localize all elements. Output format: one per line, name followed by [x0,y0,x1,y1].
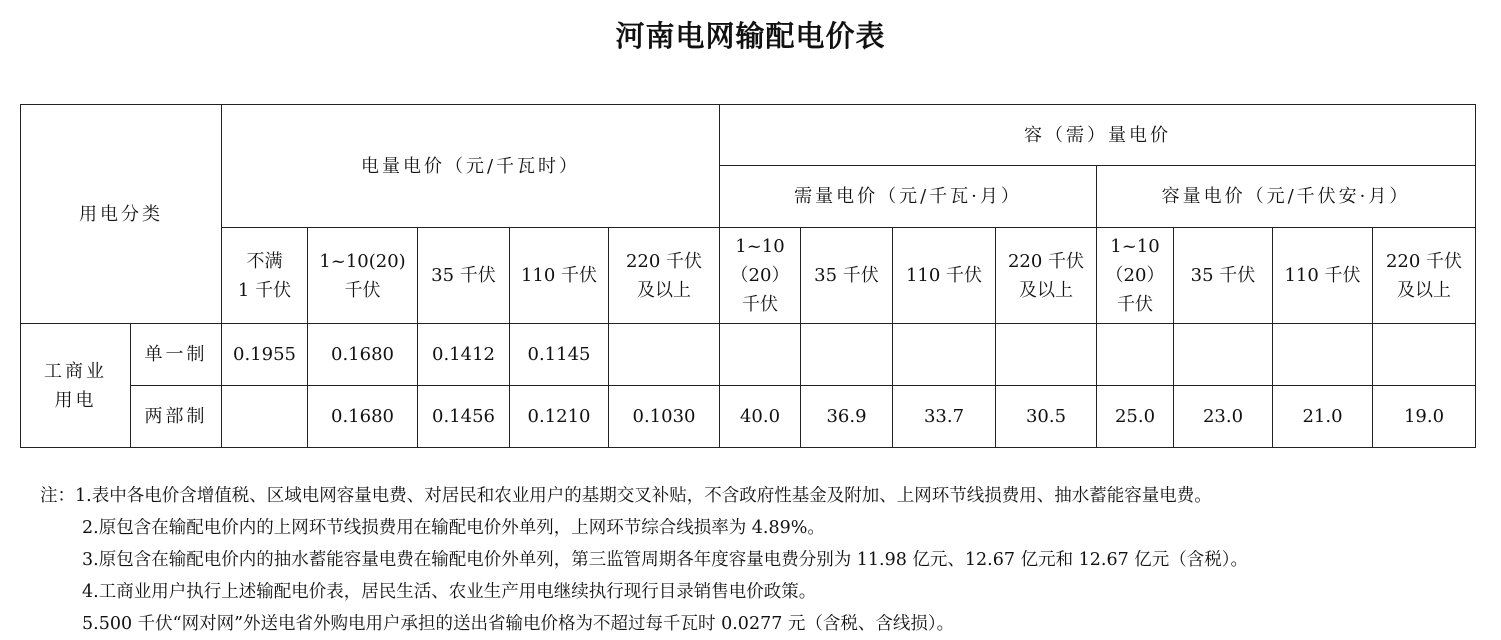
energy-price-header: 电量电价（元/千瓦时） [222,105,720,228]
capacity-price-cell: 21.0 [1273,386,1373,448]
group-label: 工商业 用电 [21,324,131,448]
demand-level-header: 220 千伏 及以上 [996,228,1097,324]
energy-price-cell: 0.1456 [418,386,510,448]
demand-price-cell [996,324,1097,386]
capacity-price-cell [1174,324,1273,386]
note-line: 2.原包含在输配电价内的上网环节线损费用在输配电价外单列，上网环节综合线损率为 4.89%。 [82,518,825,538]
demand-level-header: 110 千伏 [893,228,996,324]
demand-level-header: 35 千伏 [801,228,893,324]
page-title: 河南电网输配电价表 [615,19,886,53]
row-label: 单一制 [131,324,222,386]
demand-price-header: 需量电价（元/千瓦·月） [720,166,1097,228]
capacity-price-cell: 25.0 [1097,386,1174,448]
demand-price-cell [801,324,893,386]
demand-price-cell [893,324,996,386]
capacity-sub-header: 容量电价（元/千伏安·月） [1097,166,1476,228]
energy-level-header: 110 千伏 [510,228,609,324]
capacity-level-header: 110 千伏 [1273,228,1373,324]
energy-price-cell: 0.1412 [418,324,510,386]
row-label: 两部制 [131,386,222,448]
capacity-price-header: 容（需）量电价 [720,105,1476,166]
note-line: 4.工商业用户执行上述输配电价表，居民生活、农业生产用电继续执行现行目录销售电价政策。 [82,582,817,602]
capacity-level-header: 220 千伏 及以上 [1373,228,1476,324]
tariff-table [20,104,1476,448]
energy-level-header: 35 千伏 [418,228,510,324]
energy-price-cell: 0.1145 [510,324,609,386]
capacity-price-cell [1097,324,1174,386]
demand-price-cell [720,324,801,386]
demand-price-cell: 30.5 [996,386,1097,448]
energy-price-cell: 0.1030 [609,386,720,448]
capacity-price-cell: 19.0 [1373,386,1476,448]
demand-price-cell: 36.9 [801,386,893,448]
capacity-price-cell [1273,324,1373,386]
energy-price-cell [609,324,720,386]
energy-price-cell: 0.1210 [510,386,609,448]
category-header: 用电分类 [21,105,222,324]
demand-level-header: 1~10 （20） 千伏 [720,228,801,324]
notes [40,480,1248,640]
energy-price-cell: 0.1680 [308,324,418,386]
energy-level-header: 220 千伏 及以上 [609,228,720,324]
energy-price-cell: 0.1955 [222,324,308,386]
demand-price-cell: 40.0 [720,386,801,448]
note-line: 注：1.表中各电价含增值税、区域电网容量电费、对居民和农业用户的基期交叉补贴，不含政府性基金及附加、上网环节线损费用、抽水蓄能容量电费。 [40,486,1212,506]
demand-price-cell: 33.7 [893,386,996,448]
capacity-level-header: 35 千伏 [1174,228,1273,324]
capacity-level-header: 1~10 （20） 千伏 [1097,228,1174,324]
note-line: 5.500 千伏“网对网”外送电省外购电用户承担的送出省输电价格为不超过每千瓦时 0.0277 元（含税、含线损）。 [82,614,955,634]
capacity-price-cell: 23.0 [1174,386,1273,448]
energy-level-header: 1~10(20) 千伏 [308,228,418,324]
capacity-price-cell [1373,324,1476,386]
energy-price-cell: 0.1680 [308,386,418,448]
note-line: 3.原包含在输配电价内的抽水蓄能容量电费在输配电价外单列，第三监管周期各年度容量电费分别为 11.98 亿元、12.67 亿元和 12.67 亿元（含税）。 [82,550,1249,570]
energy-price-cell [222,386,308,448]
energy-level-header: 不满 1 千伏 [222,228,308,324]
